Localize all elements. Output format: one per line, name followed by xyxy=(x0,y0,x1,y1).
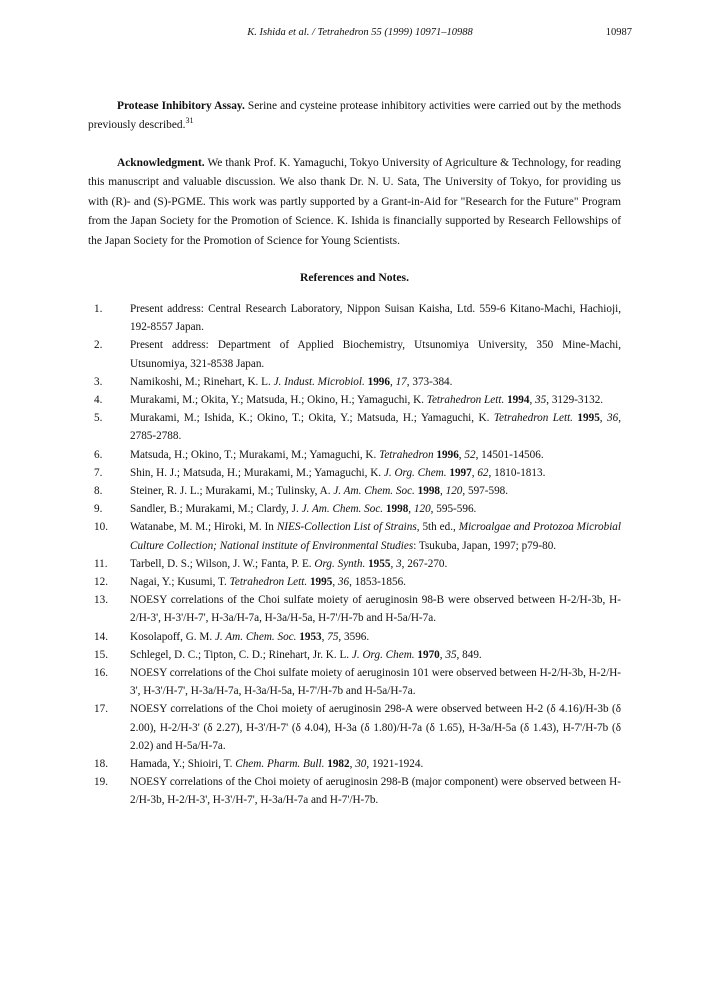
reference-number: 14. xyxy=(94,630,108,643)
reference-list xyxy=(88,300,621,810)
protease-assay-text: Serine and cysteine protease inhibitory activities were carried out by the methods previously described. xyxy=(88,100,621,132)
reference-number: 9. xyxy=(94,503,103,516)
acknowledgment-paragraph xyxy=(88,154,621,251)
reference-item xyxy=(88,446,621,464)
reference-item xyxy=(88,500,621,518)
reference-item xyxy=(88,773,621,809)
reference-item xyxy=(88,646,621,664)
reference-number: 18. xyxy=(94,758,108,771)
reference-item xyxy=(88,664,621,700)
reference-text: Steiner, R. J. L.; Murakami, M.; Tulinsky, A. J. Am. Chem. Soc. 1998, 120, 597-598. xyxy=(130,485,509,498)
reference-number: 19. xyxy=(94,776,108,789)
reference-text: NOESY correlations of the Choi sulfate moiety of aeruginosin 101 were observed between H-2/H-3b, H-2/H-3', H-3'/H-7', H-3a/H-7a, H-3a/H-5a, H-7'/H-7b and H-5a/H-7a. xyxy=(130,667,621,698)
reference-number: 13. xyxy=(94,594,108,607)
reference-item xyxy=(88,336,621,372)
running-title: K. Ishida et al. / Tetrahedron 55 (1999) 10971–10988 xyxy=(247,27,473,38)
reference-text: Murakami, M.; Ishida, K.; Okino, T.; Okita, Y.; Matsuda, H.; Yamaguchi, K. Tetrahedron Lett. 1995, 36, 2785-2788. xyxy=(130,412,622,443)
reference-text: Kosolapoff, G. M. J. Am. Chem. Soc. 1953, 75, 3596. xyxy=(130,630,370,643)
reference-item xyxy=(88,573,621,591)
reference-text: Schlegel, D. C.; Tipton, C. D.; Rinehart, Jr. K. L. J. Org. Chem. 1970, 35, 849. xyxy=(130,648,482,661)
reference-number: 12. xyxy=(94,576,108,589)
reference-number: 16. xyxy=(94,667,108,680)
reference-text: Namikoshi, M.; Rinehart, K. L. J. Indust. Microbiol. 1996, 17, 373-384. xyxy=(130,375,453,388)
reference-text: Shin, H. J.; Matsuda, H.; Murakami, M.; Yamaguchi, K. J. Org. Chem. 1997, 62, 1810-1813. xyxy=(130,466,546,479)
reference-item xyxy=(88,373,621,391)
reference-number: 3. xyxy=(94,375,103,388)
reference-item xyxy=(88,409,621,445)
reference-text: Tarbell, D. S.; Wilson, J. W.; Fanta, P. E. Org. Synth. 1955, 3, 267-270. xyxy=(130,557,448,570)
reference-item xyxy=(88,482,621,500)
reference-number: 10. xyxy=(94,521,108,534)
reference-text: Present address: Department of Applied Biochemistry, Utsunomiya University, 350 Mine-Machi, Utsunomiya, 321-8538 Japan. xyxy=(130,339,621,370)
reference-number: 1. xyxy=(94,303,103,315)
reference-text: Present address: Central Research Laboratory, Nippon Suisan Kaisha, Ltd. 559-6 Kitano-Machi, Hachioji, 192-8557 Japan. xyxy=(130,303,621,334)
acknowledgment-text: We thank Prof. K. Yamaguchi, Tokyo University of Agriculture & Technology, for reading this manuscript and valuable discussion. We also thank Dr. N. U. Sata, The University of Tokyo, for providing us with (R)- and (S)-PGME. This work was partly supported by a Grant-in-Aid for "Research for the Future" Program from the Japan Society for the Promotion of Science. K. Ishida is financially supported by Research Fellowships of the Japan Society for the Promotion of Science for Young Scientists. xyxy=(88,157,621,247)
reference-number: 8. xyxy=(94,485,103,498)
reference-text: Nagai, Y.; Kusumi, T. Tetrahedron Lett. 1995, 36, 1853-1856. xyxy=(130,576,406,589)
reference-text: Murakami, M.; Okita, Y.; Matsuda, H.; Okino, H.; Yamaguchi, K. Tetrahedron Lett. 1994, 35, 3129-3132. xyxy=(130,394,604,407)
reference-number: 7. xyxy=(94,466,103,479)
reference-number: 15. xyxy=(94,648,108,661)
reference-number: 5. xyxy=(94,412,103,425)
reference-text: Matsuda, H.; Okino, T.; Murakami, M.; Yamaguchi, K. Tetrahedron 1996, 52, 14501-14506. xyxy=(130,448,544,461)
running-header xyxy=(88,27,632,43)
protease-assay-paragraph xyxy=(88,97,621,136)
reference-number: 11. xyxy=(94,557,108,570)
reference-number: 6. xyxy=(94,448,103,461)
reference-text: NOESY correlations of the Choi moiety of aeruginosin 298-A were observed between H-2 (δ 4.16)/H-3b (δ 2.00), H-2/H-3' (δ 2.27), H-3'/H-7' (δ 4.04), H-3a (δ 1.80)/H-7a (δ 1.65), H-3a/H-5a (δ 1.43), H-7'/H-7b (δ 2.02) and H-5a/H-7a. xyxy=(130,703,621,752)
reference-item xyxy=(88,591,621,627)
reference-text: Hamada, Y.; Shioiri, T. Chem. Pharm. Bull. 1982, 30, 1921-1924. xyxy=(130,758,424,771)
reference-number: 17. xyxy=(94,703,108,716)
reference-text: Sandler, B.; Murakami, M.; Clardy, J. J. Am. Chem. Soc. 1998, 120, 595-596. xyxy=(130,503,477,516)
reference-item xyxy=(88,555,621,573)
citation-superscript: 31 xyxy=(185,116,194,126)
page-number: 10987 xyxy=(605,27,632,38)
reference-item xyxy=(88,628,621,646)
reference-item xyxy=(88,391,621,409)
reference-number: 4. xyxy=(94,394,103,407)
reference-item xyxy=(88,700,621,755)
reference-item xyxy=(88,755,621,773)
reference-text: Watanabe, M. M.; Hiroki, M. In NIES-Collection List of Strains, 5th ed., Microalgae and Protozoa Microbial Culture Collection; National institute of Environmental Studies: Tsukuba, Japan, 1997; p79-80. xyxy=(130,521,622,552)
references-heading: References and Notes. xyxy=(300,271,409,284)
reference-item xyxy=(88,300,621,336)
reference-text: NOESY correlations of the Choi sulfate moiety of aeruginosin 98-B were observed between H-2/H-3b, H-2/H-3', H-3'/H-7', H-3a/H-7a, H-3a/H-5a, H-7'/H-7b and H-5a/H-7a. xyxy=(130,594,621,625)
reference-text: NOESY correlations of the Choi moiety of aeruginosin 298-B (major component) were observed between H-2/H-3b, H-2/H-3', H-3'/H-7', H-3a/H-7a and H-7'/H-7b. xyxy=(130,776,621,807)
protease-assay-heading: Protease Inhibitory Assay. xyxy=(117,100,245,112)
reference-number: 2. xyxy=(94,339,103,352)
reference-item xyxy=(88,518,621,554)
acknowledgment-heading: Acknowledgment. xyxy=(117,157,205,169)
reference-item xyxy=(88,464,621,482)
